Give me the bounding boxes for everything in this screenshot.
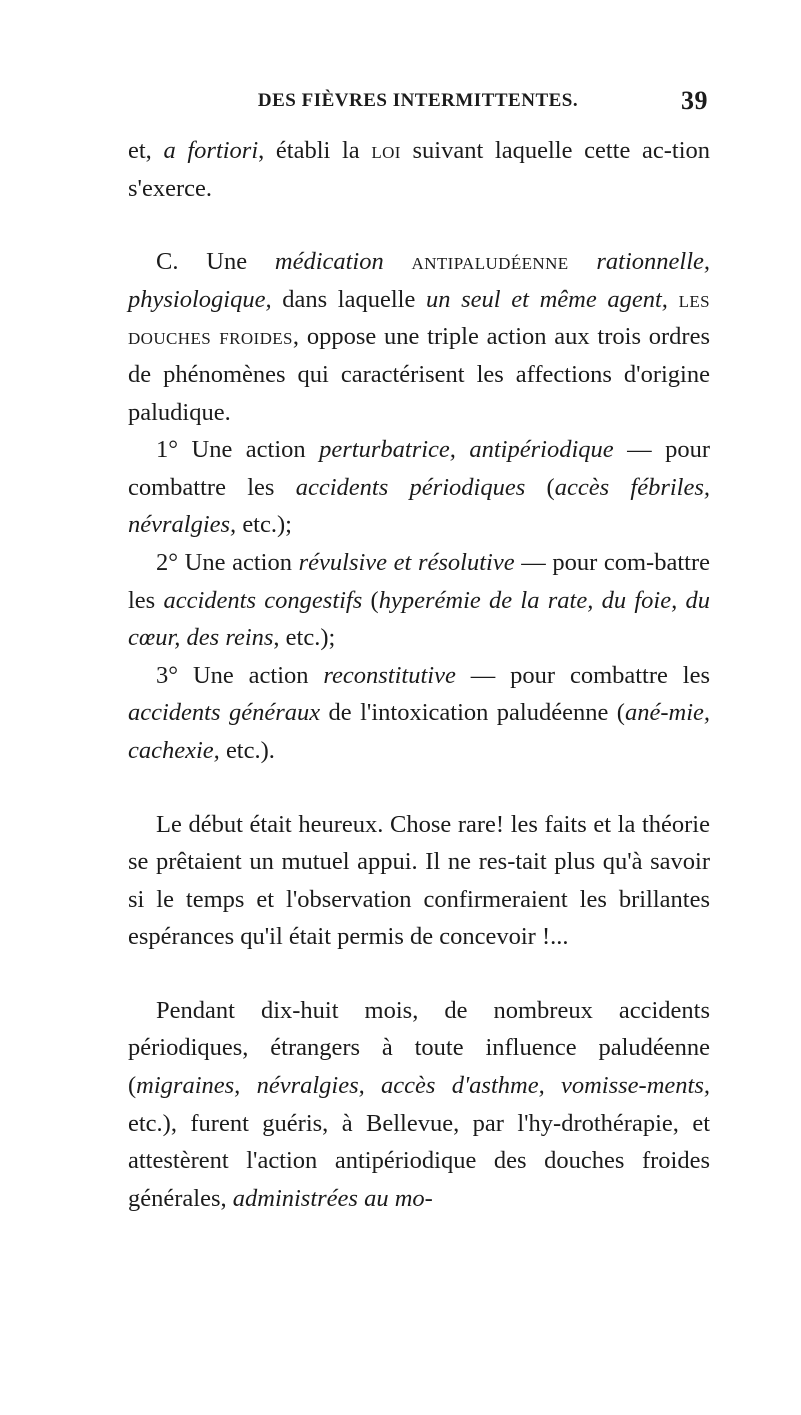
text-run [668, 286, 679, 313]
text-run: suivant laquelle cette ac-tion s'exerce. [128, 137, 711, 202]
text-run: , établi la [258, 137, 372, 164]
text-run: 2° Une action [156, 548, 299, 576]
italic-run: rationnelle, physiologique, [128, 248, 710, 313]
small-caps-run: loi [371, 137, 401, 164]
list-item-3 [128, 657, 710, 770]
text-run: 3° Une action [156, 661, 324, 689]
paragraph-medication [128, 243, 710, 431]
text-run: — pour combattre les [455, 661, 710, 689]
text-run: ( [525, 473, 555, 501]
text-run [569, 248, 597, 275]
text-run: et, [128, 137, 164, 164]
list-item-2 [128, 544, 710, 657]
text-run: etc.), furent guéris, à Bellevue, par l'hy-drothérapie, et attestèrent l'action antipériodique des douches froides générales, [128, 1109, 710, 1212]
italic-run: accidents généraux [128, 699, 321, 727]
small-caps-run: antipaludéenne [411, 248, 569, 276]
paragraph-continuation [128, 132, 710, 207]
text-run: — pour com-battre les [128, 548, 710, 614]
text-run: , oppose une triple action aux trois ordres de phénomènes qui caractérisent les affections d'origine paludique. [128, 323, 710, 426]
italic-run: migraines, névralgies, accès d'asthme, vomisse-ments, [136, 1072, 710, 1100]
text-run: etc.); [236, 511, 292, 539]
running-title: DES FIÈVRES INTERMITTENTES. [257, 90, 579, 111]
text-run: , etc.); [273, 624, 336, 652]
italic-run: hyperémie de la rate, du foie, du cœur, des reins [128, 586, 710, 652]
text-run [384, 248, 412, 275]
italic-run: a fortiori [163, 137, 259, 164]
body-text [128, 132, 710, 1217]
text-run: ( [362, 586, 379, 614]
italic-run: administrées au mo- [232, 1184, 433, 1212]
text-run: dans laquelle [271, 285, 426, 313]
text-run: Pendant dix-huit mois, de nombreux accidents périodiques, étrangers à toute influence paludéenne ( [128, 996, 710, 1100]
text-run: de l'intoxication paludéenne ( [320, 699, 625, 727]
text-run: C. Une [156, 248, 275, 276]
italic-run: ané-mie, cachexie, [128, 699, 711, 764]
paragraph-debut: Le début était heureux. Chose rare! les faits et la théorie se prêtaient un mutuel appui. Il ne res-tait plus qu'à savoir si le temps et l'observation confirmeraient les brillantes espérances qu'il était permis de concevoir !... [128, 810, 710, 951]
italic-run: un seul et même agent, [426, 285, 668, 313]
page-number: 39 [681, 86, 708, 115]
list-item-1 [128, 431, 710, 544]
running-head [128, 86, 708, 118]
italic-run: accès fébriles, névralgies, [128, 473, 711, 539]
text-run: etc.). [219, 736, 275, 764]
small-caps-run: les douches froides [128, 285, 711, 351]
text-run: 1° Une action [156, 436, 320, 464]
italic-run: perturbatrice, antipériodique [319, 436, 614, 464]
italic-run: médication [274, 248, 384, 276]
italic-run: reconstitutive [323, 661, 456, 689]
paragraph-pendant [128, 992, 710, 1218]
italic-run: accidents congestifs [163, 586, 363, 614]
italic-run: révulsive et résolutive [298, 548, 515, 576]
italic-run: accidents périodiques [295, 473, 526, 501]
text-run: — pour combattre les [128, 436, 710, 501]
